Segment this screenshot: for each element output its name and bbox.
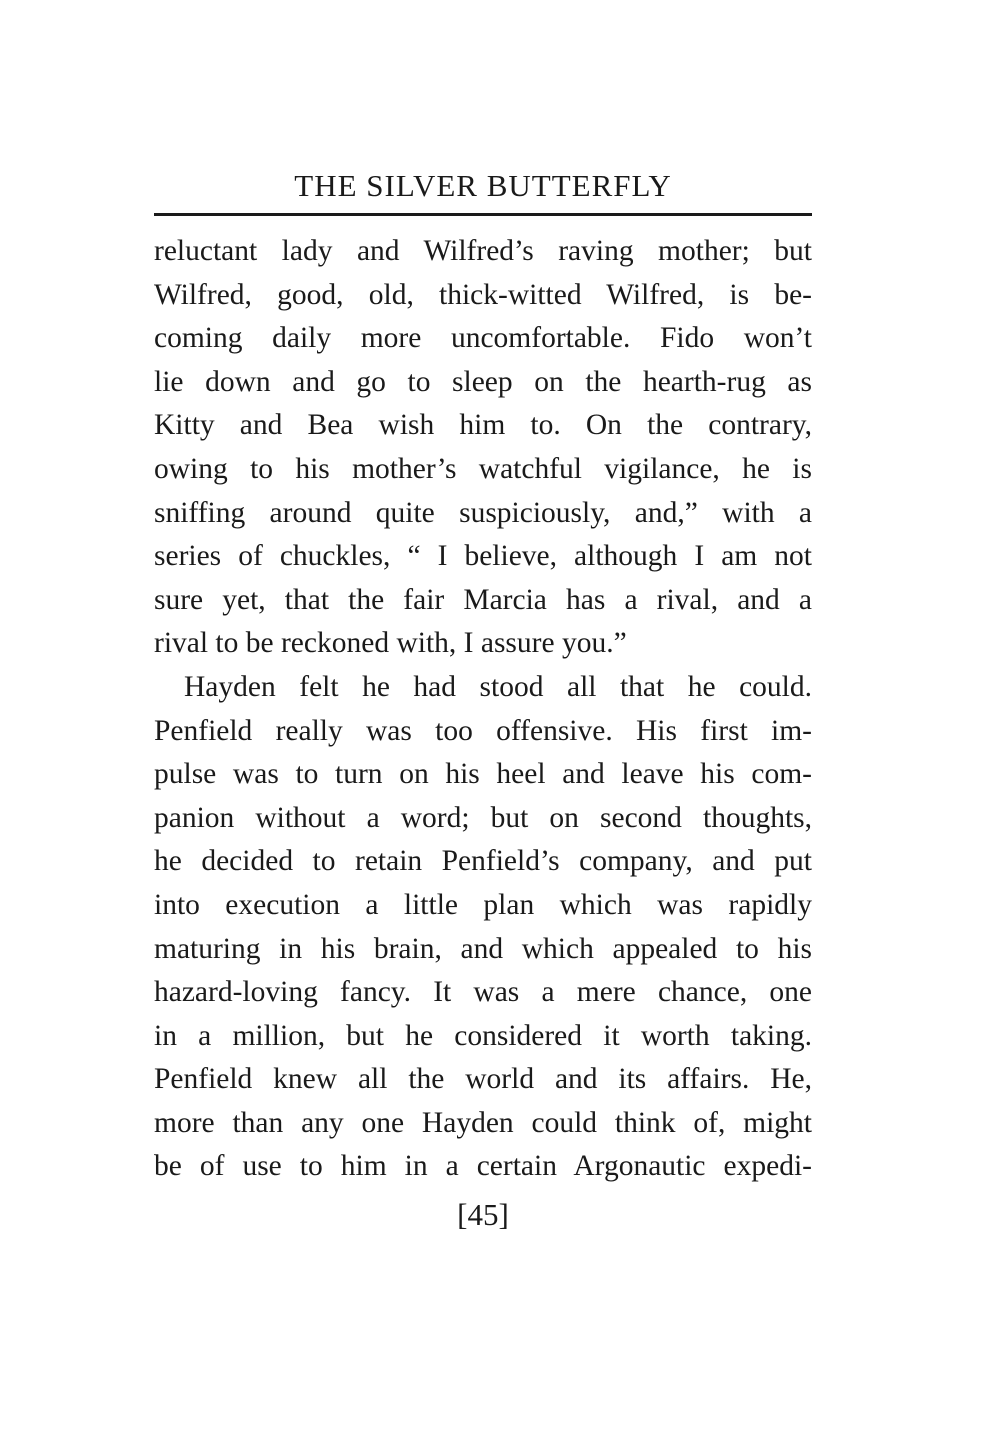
page-number: [45] — [457, 1197, 509, 1232]
text-line: Wilfred, good, old, thick-witted Wilfred, is be- — [154, 278, 812, 311]
text-line: rival to be reckoned with, I assure you.” — [154, 627, 627, 660]
text-line: into execution a little plan which was rapidly — [154, 888, 812, 921]
header-rule — [154, 213, 812, 216]
text-line: more than any one Hayden could think of, might — [154, 1106, 812, 1139]
text-line: he decided to retain Penfield’s company, and put — [154, 845, 812, 878]
body-text — [154, 230, 812, 1189]
text-line: pulse was to turn on his heel and leave his com- — [154, 758, 812, 791]
text-line: Kitty and Bea wish him to. On the contrary, — [154, 409, 812, 442]
text-line: hazard-loving fancy. It was a mere chance, one — [154, 976, 812, 1009]
running-head: THE SILVER BUTTERFLY — [294, 168, 672, 203]
text-line: sniffing around quite suspiciously, and,” with a — [154, 496, 812, 529]
text-line: maturing in his brain, and which appealed to his — [154, 932, 812, 965]
text-line: panion without a word; but on second thoughts, — [154, 801, 812, 834]
text-line: Penfield knew all the world and its affairs. He, — [154, 1063, 812, 1096]
text-line: Penfield really was too offensive. His first im- — [154, 714, 812, 747]
text-line: lie down and go to sleep on the hearth-rug as — [154, 365, 812, 398]
text-line: coming daily more uncomfortable. Fido won’t — [154, 322, 812, 355]
text-line: owing to his mother’s watchful vigilance, he is — [154, 452, 812, 485]
text-line: in a million, but he considered it worth taking. — [154, 1019, 812, 1052]
text-line: Hayden felt he had stood all that he could. — [184, 670, 812, 703]
text-line: reluctant lady and Wilfred’s raving mother; but — [154, 235, 812, 267]
text-line: series of chuckles, “ I believe, although I am not — [154, 540, 812, 573]
text-line: be of use to him in a certain Argonautic expedi- — [154, 1150, 812, 1183]
text-line: sure yet, that the fair Marcia has a rival, and a — [154, 583, 812, 616]
